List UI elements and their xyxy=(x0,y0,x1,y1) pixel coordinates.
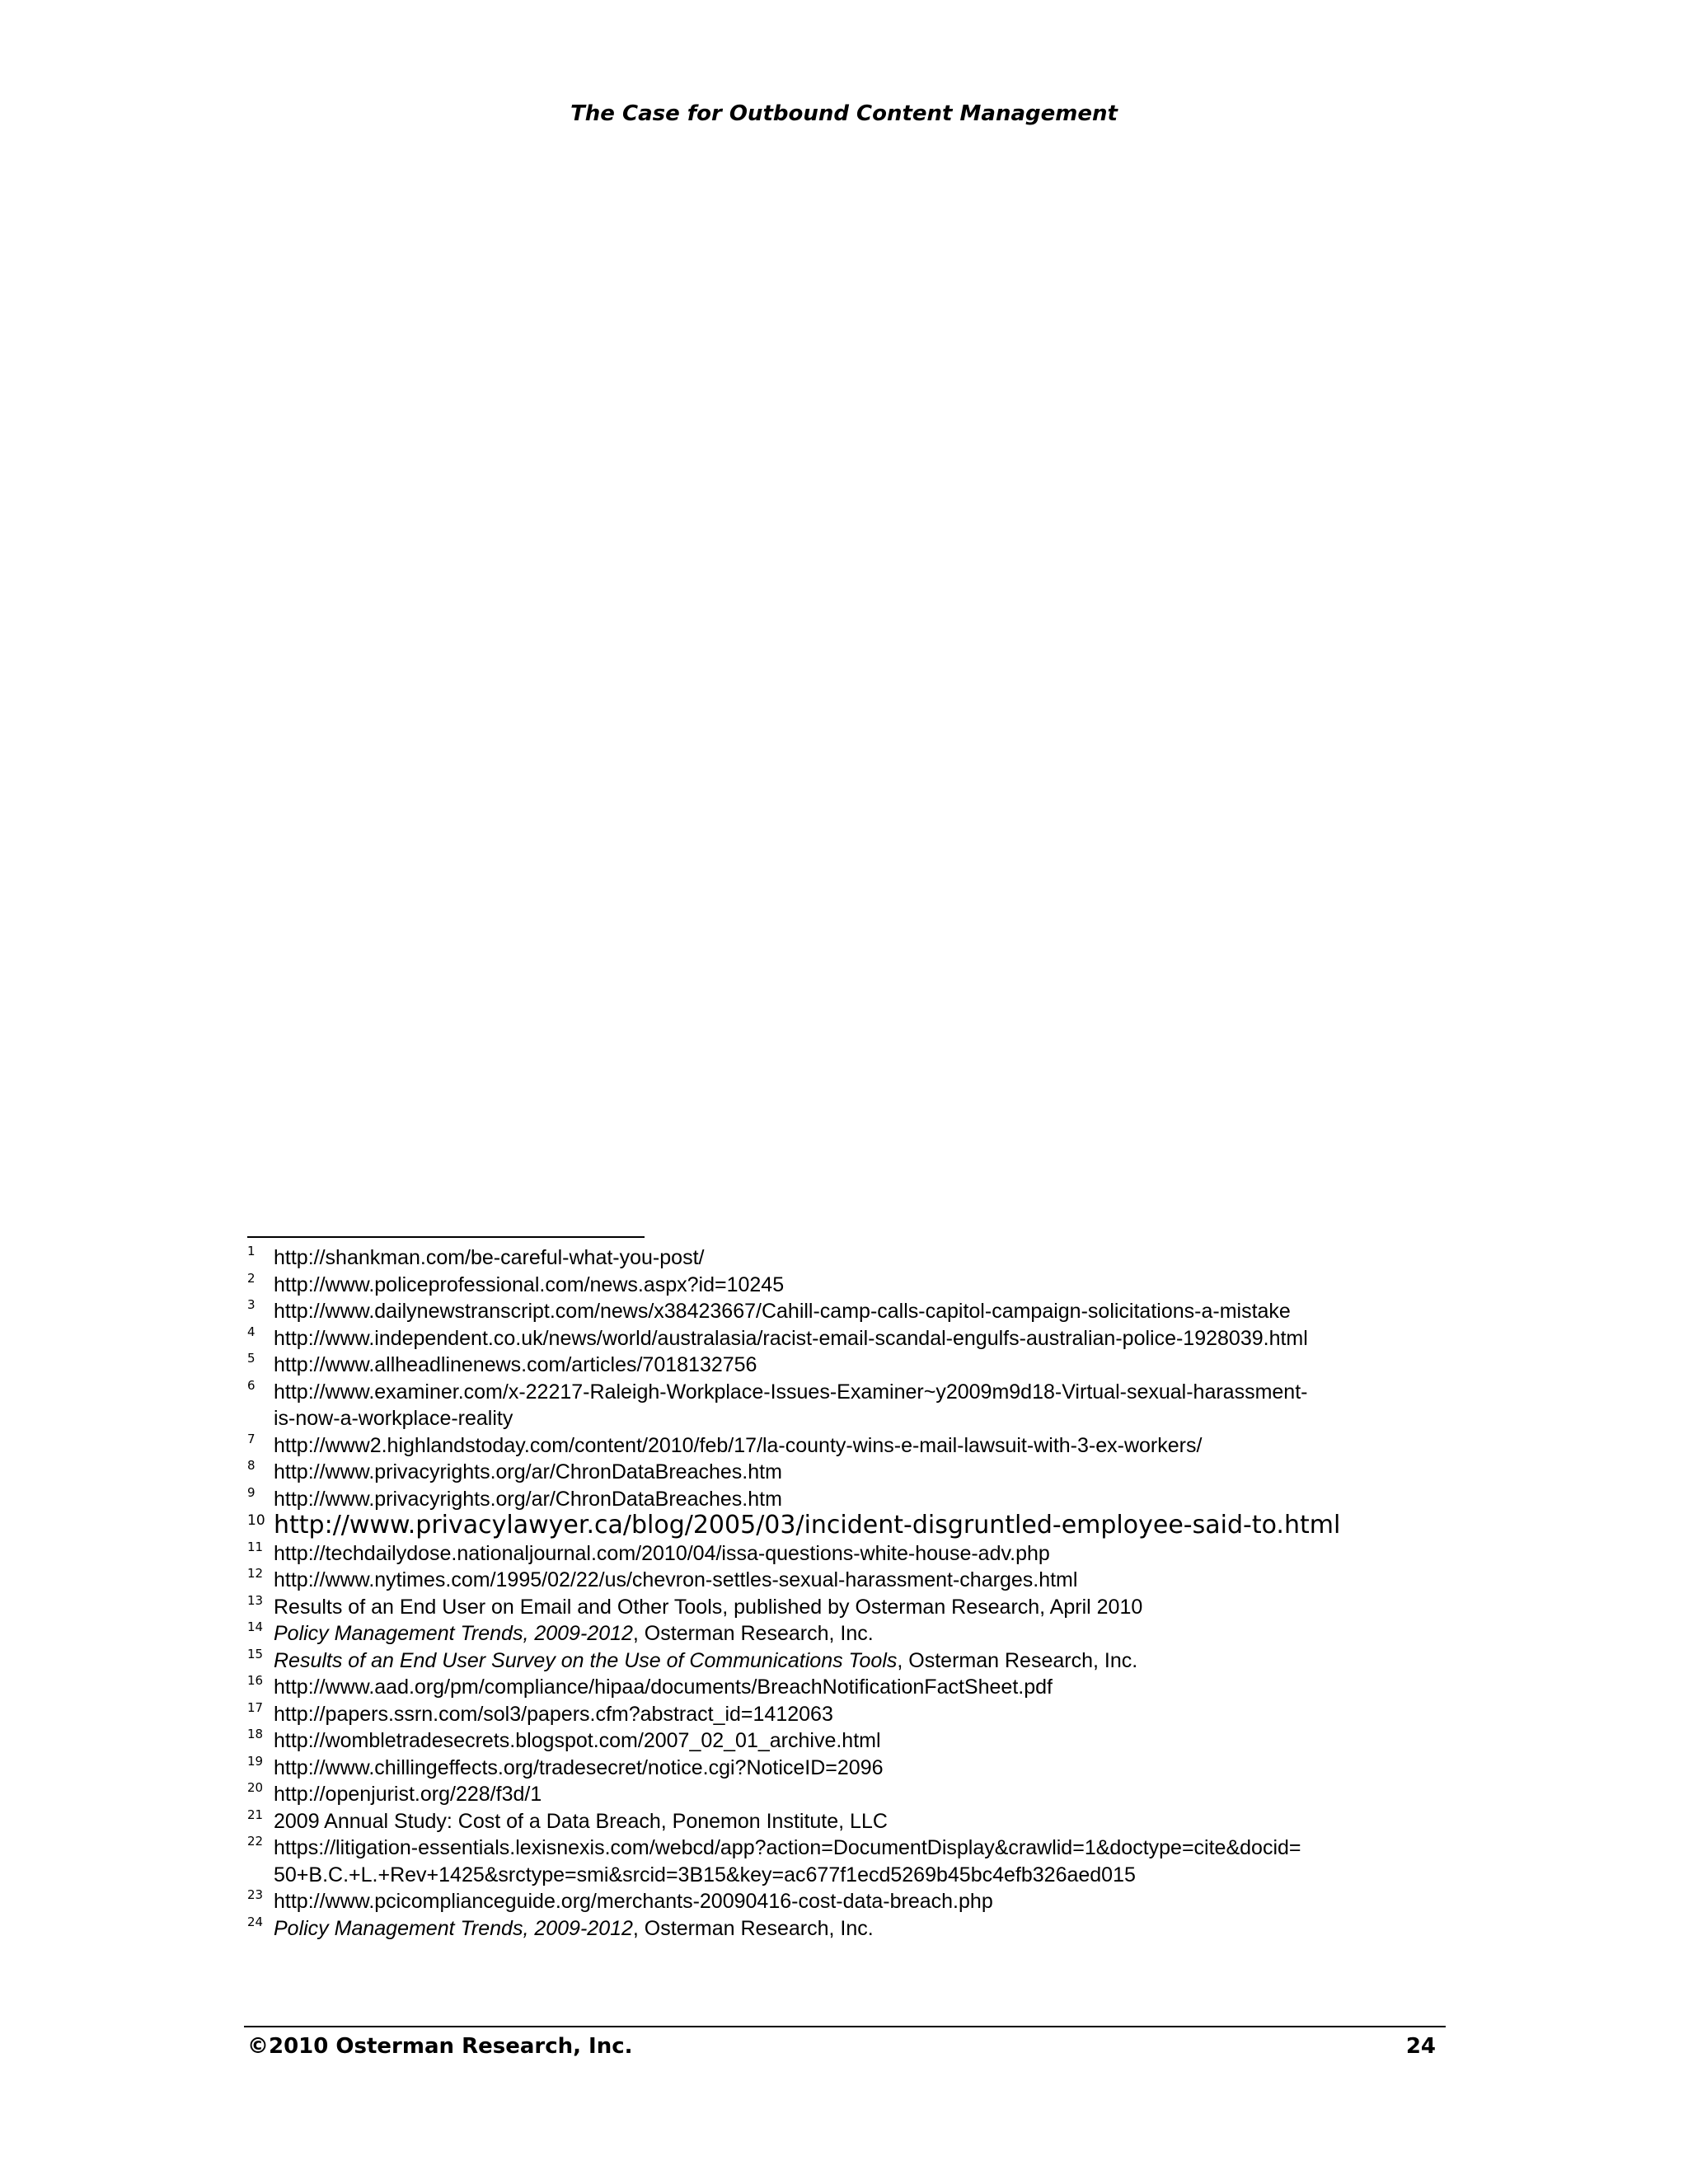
footnote xyxy=(247,1272,1434,1299)
footnote-number: 1 xyxy=(247,1244,256,1258)
footnote-link[interactable]: http://www.dailynewstranscript.com/news/x38423667/Cahill-camp-calls-capitol-campaign-solicitations-a-mistake xyxy=(274,1300,1291,1323)
citation-title: Results of an End User Survey on the Use of Communications Tools xyxy=(274,1648,898,1672)
footnote-number: 21 xyxy=(247,1807,264,1822)
footnote-link[interactable]: http://www.privacyrights.org/ar/ChronDataBreaches.htm xyxy=(274,1460,782,1483)
footnote-number: 7 xyxy=(247,1431,256,1446)
footnote xyxy=(247,1647,1434,1675)
footnote-separator xyxy=(247,1236,645,1238)
footnote-link[interactable]: http://wombletradesecrets.blogspot.com/2007_02_01_archive.html xyxy=(274,1729,881,1752)
footnote-citation: 2009 Annual Study: Cost of a Data Breach, Ponemon Institute, LLC xyxy=(274,1809,888,1833)
footnote-citation xyxy=(274,1620,874,1647)
footnote-number: 10 xyxy=(247,1512,265,1529)
footnote-link[interactable]: http://www.policeprofessional.com/news.aspx?id=10245 xyxy=(274,1272,785,1296)
footnote-number: 24 xyxy=(247,1914,264,1929)
footnote-number: 11 xyxy=(247,1539,264,1554)
footnote-number: 13 xyxy=(247,1592,264,1608)
footnote-number: 9 xyxy=(247,1484,256,1500)
footnote-number: 22 xyxy=(247,1834,264,1849)
footnote-link[interactable]: http://www.privacylawyer.ca/blog/2005/03/incident-disgruntled-employee-said-to.html xyxy=(274,1511,1341,1540)
footnote-number: 14 xyxy=(247,1619,264,1634)
footnote xyxy=(247,1379,1434,1432)
footnote-link[interactable]: http://www.chillingeffects.org/tradesecret/notice.cgi?NoticeID=2096 xyxy=(274,1755,884,1779)
footnote-link[interactable]: http://techdailydose.nationaljournal.com/2010/04/issa-questions-white-house-adv.php xyxy=(274,1541,1050,1565)
footnote-citation xyxy=(274,1915,874,1943)
footnote-link-line: is-now-a-workplace-reality xyxy=(274,1407,513,1430)
footnote xyxy=(247,1432,1434,1460)
footnote xyxy=(247,1512,1434,1540)
footnote xyxy=(247,1298,1434,1325)
footnote xyxy=(247,1701,1434,1728)
footnote-link[interactable]: http://www2.highlandstoday.com/content/2010/feb/17/la-county-wins-e-mail-lawsuit-with-3-ex-workers/ xyxy=(274,1433,1203,1457)
footnote xyxy=(247,1352,1434,1379)
footnote-link[interactable]: http://www.aad.org/pm/compliance/hipaa/documents/BreachNotificationFactSheet.pdf xyxy=(274,1675,1053,1699)
copyright-notice: ©2010 Osterman Research, Inc. xyxy=(247,2034,633,2059)
footnote-link[interactable]: http://www.pcicomplianceguide.org/merchants-20090416-cost-data-breach.php xyxy=(274,1890,993,1913)
footnote-citation xyxy=(274,1647,1137,1675)
running-header: The Case for Outbound Content Management xyxy=(570,101,1118,126)
citation-title: Policy Management Trends, 2009-2012 xyxy=(274,1916,633,1940)
footnote-number: 18 xyxy=(247,1727,264,1741)
footnote-list xyxy=(247,1244,1434,1942)
footnote xyxy=(247,1486,1434,1513)
footnote xyxy=(247,1835,1434,1888)
footnote-number: 4 xyxy=(247,1324,256,1339)
footnote xyxy=(247,1915,1434,1943)
footnote-link[interactable]: http://www.allheadlinenews.com/articles/7018132756 xyxy=(274,1353,757,1376)
footnote xyxy=(247,1727,1434,1755)
footnote-link-line: http://www.examiner.com/x-22217-Raleigh-Workplace-Issues-Examiner~y2009m9d18-Virtual-sexual-harassment- xyxy=(274,1380,1308,1404)
footnote-number: 17 xyxy=(247,1699,264,1715)
footnote-link[interactable] xyxy=(274,1379,1307,1432)
footnote xyxy=(247,1540,1434,1568)
footnote-link[interactable]: http://www.privacyrights.org/ar/ChronDataBreaches.htm xyxy=(274,1487,782,1511)
footnote xyxy=(247,1674,1434,1701)
citation-publisher: , Osterman Research, Inc. xyxy=(632,1916,874,1940)
footnote xyxy=(247,1755,1434,1782)
footnote-link[interactable]: http://papers.ssrn.com/sol3/papers.cfm?abstract_id=1412063 xyxy=(274,1702,833,1726)
footnote xyxy=(247,1459,1434,1486)
footnote-number: 6 xyxy=(247,1377,256,1393)
footnote xyxy=(247,1325,1434,1352)
footnote xyxy=(247,1594,1434,1621)
footnote xyxy=(247,1567,1434,1594)
footnote-link[interactable]: http://www.nytimes.com/1995/02/22/us/chevron-settles-sexual-harassment-charges.html xyxy=(274,1568,1078,1591)
footnote-number: 5 xyxy=(247,1351,256,1366)
citation-publisher: , Osterman Research, Inc. xyxy=(897,1648,1138,1672)
footnote xyxy=(247,1620,1434,1647)
footnote-number: 20 xyxy=(247,1780,264,1795)
footnote-link-line: 50+B.C.+L.+Rev+1425&srctype=smi&srcid=3B15&key=ac677f1ecd5269b45bc4efb326aed015 xyxy=(274,1863,1136,1886)
footnote-number: 23 xyxy=(247,1887,264,1902)
footnote-number: 15 xyxy=(247,1646,264,1661)
footnote-link[interactable]: http://shankman.com/be-careful-what-you-post/ xyxy=(274,1246,705,1269)
footnote xyxy=(247,1808,1434,1835)
footnote-number: 19 xyxy=(247,1753,264,1769)
footnote-number: 12 xyxy=(247,1566,264,1581)
footnote-number: 3 xyxy=(247,1297,256,1312)
footnote-link[interactable] xyxy=(274,1835,1301,1888)
citation-publisher: , Osterman Research, Inc. xyxy=(632,1622,874,1645)
footnote-citation: Results of an End User on Email and Other Tools, published by Osterman Research, April 2010 xyxy=(274,1595,1143,1619)
footnote xyxy=(247,1781,1434,1808)
page-number: 24 xyxy=(1405,2034,1436,2059)
citation-title: Policy Management Trends, 2009-2012 xyxy=(274,1622,633,1645)
footnote-link[interactable]: http://openjurist.org/228/f3d/1 xyxy=(274,1783,542,1806)
footnote xyxy=(247,1888,1434,1915)
footnote xyxy=(247,1244,1434,1272)
footer-separator xyxy=(244,2026,1446,2027)
footnote-number: 2 xyxy=(247,1270,256,1286)
footnote-link[interactable]: http://www.independent.co.uk/news/world/australasia/racist-email-scandal-engulfs-australian-police-1928039.html xyxy=(274,1326,1308,1350)
footnote-number: 16 xyxy=(247,1673,264,1688)
footnote-number: 8 xyxy=(247,1458,256,1473)
footnote-link-line: https://litigation-essentials.lexisnexis.com/webcd/app?action=DocumentDisplay&crawlid=1&doctype=cite&docid= xyxy=(274,1836,1301,1859)
